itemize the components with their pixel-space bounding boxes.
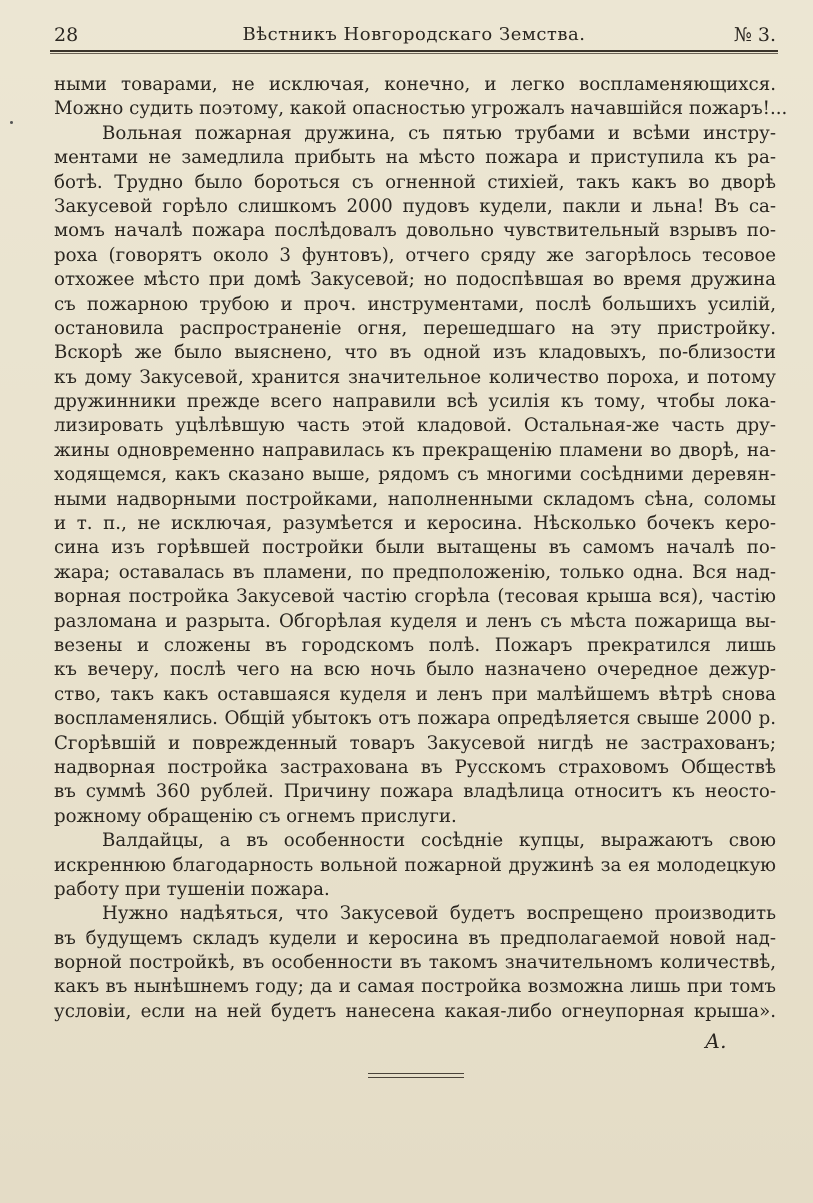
text-line: ворная постройка Закусевой частію сгорѣла (тесовая крыша вся), частію	[54, 586, 776, 608]
text-line: рожному обращенію съ огнемъ прислуги.	[54, 805, 457, 827]
text-line: ными товарами, не исключая, конечно, и легко воспламеняющихся.	[54, 74, 776, 95]
text-line: Вольная пожарная дружина, съ пятью трубами и всѣми инстру-	[102, 122, 776, 144]
margin-mark	[10, 121, 13, 124]
issue-number: № 3.	[733, 24, 776, 46]
text-line: Закусевой горѣло слишкомъ 2000 пудовъ кудели, пакли и льна! Въ са-	[54, 195, 776, 217]
text-line: Сгорѣвшій и поврежденный товаръ Закусевой нигдѣ не застрахованъ;	[54, 732, 776, 754]
text-line: везены и сложены въ городскомъ полѣ. Пожаръ прекратился лишь	[54, 634, 776, 656]
text-line: ходящемся, какъ сказано выше, рядомъ съ многими сосѣдними деревян-	[54, 464, 776, 486]
article-body	[54, 73, 788, 1024]
text-line: работу при тушеніи пожара.	[54, 878, 330, 900]
text-line: Валдайцы, а въ особенности сосѣдніе купцы, выражаютъ свою	[102, 830, 776, 852]
text-line: момъ началѣ пожара послѣдовалъ довольно чувствительный взрывъ по-	[54, 220, 776, 242]
text-line: роха (говорятъ около 3 фунтовъ), отчего сряду же загорѣлось тесовое	[54, 244, 776, 266]
journal-title: Вѣстникъ Новгородскаго Земства.	[242, 24, 586, 45]
author-signature: А.	[705, 1029, 727, 1053]
text-line: отхожее мѣсто при домѣ Закусевой; но подоспѣвшая во время дружина	[54, 269, 776, 291]
text-line: какъ въ нынѣшнемъ году; да и самая постройка возможна лишь при томъ	[54, 976, 776, 998]
text-line: ботѣ. Трудно было бороться съ огненной стихіей, такъ какъ во дворѣ	[54, 171, 776, 193]
running-header	[50, 22, 778, 52]
text-line: условіи, если на ней будетъ нанесена какая-либо огнеупорная крыша».	[54, 1000, 776, 1022]
text-line: дружинники прежде всего направили всѣ усилія къ тому, чтобы лока-	[54, 391, 776, 413]
text-line: воспламенялись. Общій убытокъ отъ пожара опредѣляется свыше 2000 р.	[54, 708, 776, 730]
page-number: 28	[54, 24, 79, 46]
text-line: разломана и разрыта. Обгорѣлая куделя и ленъ съ мѣста пожарища вы-	[54, 610, 776, 632]
text-line: въ будущемъ складъ кудели и керосина въ предполагаемой новой над-	[54, 927, 776, 949]
text-line: къ дому Закусевой, хранится значительное количество пороха, и потому	[54, 366, 776, 388]
text-line: въ суммѣ 360 рублей. Причину пожара владѣлица относитъ къ неосто-	[54, 781, 776, 803]
text-line: ворной постройкѣ, въ особенности въ такомъ значительномъ количествѣ,	[54, 952, 776, 974]
text-line: сина изъ горѣвшей постройки были вытащены въ самомъ началѣ по-	[54, 537, 776, 559]
text-line: лизировать уцѣлѣвшую часть этой кладовой. Остальная-же часть дру-	[54, 415, 776, 437]
text-line: ными надворными постройками, наполненными складомъ сѣна, соломы	[54, 488, 776, 510]
text-line: къ вечеру, послѣ чего на всю ночь было назначено очередное дежур-	[54, 659, 776, 681]
text-line: искреннюю благодарность вольной пожарной дружинѣ за ея молодецкую	[54, 854, 776, 876]
text-line: Нужно надѣяться, что Закусевой будетъ воспрещено производить	[102, 903, 776, 925]
header-rule	[50, 53, 778, 54]
text-line: съ пожарною трубою и проч. инструментами, послѣ большихъ усилій,	[54, 293, 776, 315]
text-line: ство, такъ какъ оставшаяся куделя и ленъ при малѣйшемъ вѣтрѣ снова	[54, 683, 776, 705]
end-ornament-rule	[368, 1073, 464, 1081]
text-line: жара; оставалась въ пламени, по предположенію, только одна. Вся над-	[54, 561, 776, 583]
text-line: ментами не замедлила прибыть на мѣсто пожара и приступила къ ра-	[54, 147, 776, 169]
text-line: и т. п., не исключая, разумѣется и керосина. Нѣсколько бочекъ керо-	[54, 513, 776, 535]
text-line: Вскорѣ же было выяснено, что въ одной изъ кладовыхъ, по-близости	[54, 342, 776, 364]
text-line: жины одновременно направилась къ прекращенію пламени во дворѣ, на-	[54, 439, 776, 461]
text-line: Можно судить поэтому, какой опасностью угрожалъ начавшійся пожаръ!...	[54, 98, 788, 120]
text-line: надворная постройка застрахована въ Русскомъ страховомъ Обществѣ	[54, 756, 776, 778]
text-line: остановила распространеніе огня, перешедшаго на эту пристройку.	[54, 317, 776, 339]
